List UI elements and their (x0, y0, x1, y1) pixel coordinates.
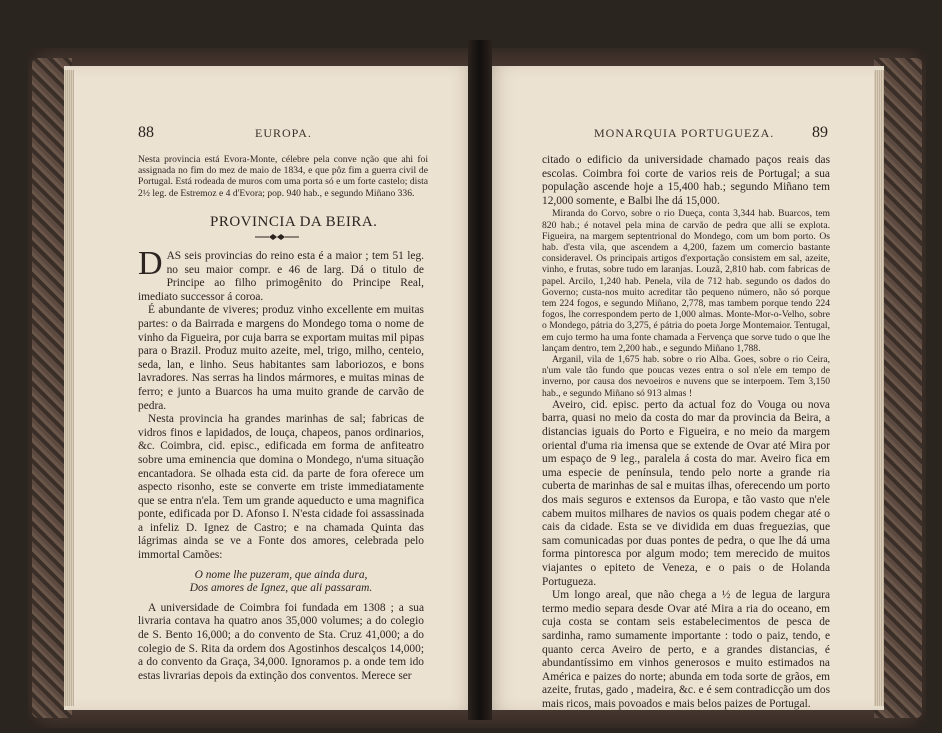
university-continued: citado o edificio da universidade chamado paços reais das escolas. Coimbra foi corte de varios reis de Portugal; a sua população ascende hoje a 15,400 hab.; segundo Miñano tem 12,000 somente, e Balbi lhe dá 15,000. (542, 154, 830, 207)
left-intro-paragraph (138, 154, 428, 199)
ornament-divider (255, 233, 299, 241)
left-body-text (138, 245, 424, 683)
products-paragraph: É abundante de viveres; produz vinho excellente em muitas partes: o da Bairrada e margens do Mondego toma o nome de vinho da Figueira, por cuja barra se exportam muitas mil pipas para o Brazil. Produz muito azeite, mel, trigo, milho, centeio, seda, lan, e linho. Seus habitantes sam laboriozos, e bons lavradores. Nas serras ha lindos mármores, e muitas minas de ferro; e junto a Buarcos ha uma muito grande de carvão de pedra. (138, 304, 424, 412)
university-paragraph: A universidade de Coimbra foi fundada em 1308 ; a sua livraria contava ha quatro anos 35,000 volumes; a do colegio de S. Bento 16,000; a do convento de Sta. Cruz 41,000; a do colegio de S. Rita da ordem dos Agostinhos descalços 14,000; a do convento da Graça, 34,000. Ignoramos p. a onde tem ido estas livrarias depois da extinção dos conventos. Merece ser (138, 601, 424, 682)
page-edges-left (64, 70, 74, 706)
right-page (484, 66, 884, 710)
beira-intro-text: AS seis provincias do reino esta é a maior ; tem 51 leg. no seu maior compr. e 46 de larg. Dá o titulo de Principe ao filho primogênito do Principe Real, imediato successor á coroa. (138, 250, 424, 303)
left-page-number: 88 (138, 124, 154, 141)
left-page-header: EUROPA. (255, 126, 312, 140)
section-title: PROVINCIA DA BEIRA. (210, 214, 378, 230)
aveiro-paragraph: Aveiro, cid. episc. perto da actual foz do Vouga ou nova barra, quasi no meio da costa do mar da provincia da Beira, a distancias iguais do Porto e Figueira, e no meio da margem oriental d'uma ria imensa que se extende de Ovar até Mira por um espaço de 9 leg., paralela á costa do mar. Aveiro fica em uma especie de península, tendo pelo norte a grande ria cuberta de marinhas de sal e muitas ilhas, oferecendo um porto dos mais seguros e extensos da Europa, e tão vasto que n'ele cabem muitos milhares de navios os quais podem chegar até o cais da cidade. Esta se ve dividida em duas freguezias, que sam comunicadas por duas pontes de pedra, o que lhe dá uma forma pintoresca por algum modo; tem merecido de muitos viajantes o epiteto de Veneza, e o pais o de Holanda Portugueza. (542, 398, 830, 588)
left-page (64, 66, 480, 710)
areal-paragraph: Um longo areal, que não chega a ½ de legua de largura termo medio separa desde Ovar até Mira a ria do oceano, em cuja costa se contam seis estabelecimentos de pesca de sardinha, ramo sumamente importante : todo o paiz, tendo, e quanto cerca Aveiro de perto, e a grandes distancias, é abundantíssimo em vinhos generosos e muito estimados na América e paizes do norte; abunda em toda sorte de grãos, em azeite, frutas, gado , madeira, &c. e é sem contradicção um dos mais ricos, mais povoados e mais belos paizes de Portugal. (542, 589, 830, 710)
arganil-paragraph: Arganil, vila de 1,675 hab. sobre o rio Alba. Goes, sobre o rio Ceira, n'um vale tão fundo que poucas vezes entra o sol n'ele em tempo de inverno, por causa dos nevoeiros e nuvens que se interpoem. Tem 3,150 hab., e segundo Miñano só 913 almas ! (542, 354, 830, 399)
right-page-header: MONARQUIA PORTUGUEZA. (594, 126, 775, 140)
towns-paragraph: Miranda do Corvo, sobre o rio Dueça, conta 3,344 hab. Buarcos, tem 820 hab.; é notavel pela mina de carvão de pedra que alli se explota. Figueira, na margem septentrional do Mondego, com um bom porto. Os hab. d'esta vila, que ascendem a 4,200, fazem um comercio bastante consideravel. Os principais artigos d'exportação consistem em sal, azeite, vinho, e frutas, sobre tudo em laranjas. Louzã, 2,810 hab. com fabricas de papel. Arcilo, 1,240 hab. Penela, vila de 712 hab. segundo os dados do Governo; custa-nos muito acreditar tão pequeno número, não só porque tem 224 fogos, e segundo Miñano, 2,778, mas tambem porque tendo 224 fogos, lhe correspondem perto de 1,000 almas. Monte-Mor-o-Velho, sobre o Mondego, pátria do 3,275, é pátria do poeta Jorge Montemaior. Tentugal, em cujo termo ha uma fonte chamada a Fervença que sorve tudo o que lhe lançam dentro, tem 2,200 hab., e segundo Miñano 1,788. (542, 208, 830, 354)
right-body-text (542, 154, 830, 711)
right-page-number: 89 (812, 124, 828, 141)
verse-line-2: Dos amores de Ignez, que ali passaram. (189, 582, 373, 595)
beira-intro-paragraph (138, 245, 424, 304)
drop-cap: D (138, 245, 163, 282)
left-intro-text: Nesta provincia está Evora-Monte, célebre pela conve nção que ahi foi assignada no fim do mez de maio de 1834, e que pôz fim a guerra civil de Portugal. Está rodeada de muros com uma porta só e um forte castelo; dista 2½ leg. de Estremoz e 4 d'Evora; pop. 940 hab., e segundo Miñano 336. (138, 154, 428, 199)
page-edges-right (874, 70, 884, 706)
book-gutter (468, 40, 492, 720)
coimbra-paragraph: Nesta provincia ha grandes marinhas de sal; fabricas de vidros finos e lapidados, de louça, chapeos, panos ordinarios, &c. Coimbra, cid. episc., edificada em forma de anfiteatro sobre uma eminencia que domina o Mondego, n'uma situação encantadora. Se olhada esta cid. da parte de fora oferece um aspecto risonho, este se converte em triste immediatamente que se entra n'ela. Tem um grande aqueducto e uma magnifica ponte, edificada por D. Afonso I. N'esta cidade foi assassinada a infeliz D. Ignez de Castro; e na chamada Quinta das lágrimas ainda se ve a Fonte dos amores, celebrada pelo immortal Camões: (138, 413, 424, 562)
verse-line-1: O nome lhe puzeram, que ainda dura, (194, 568, 368, 581)
